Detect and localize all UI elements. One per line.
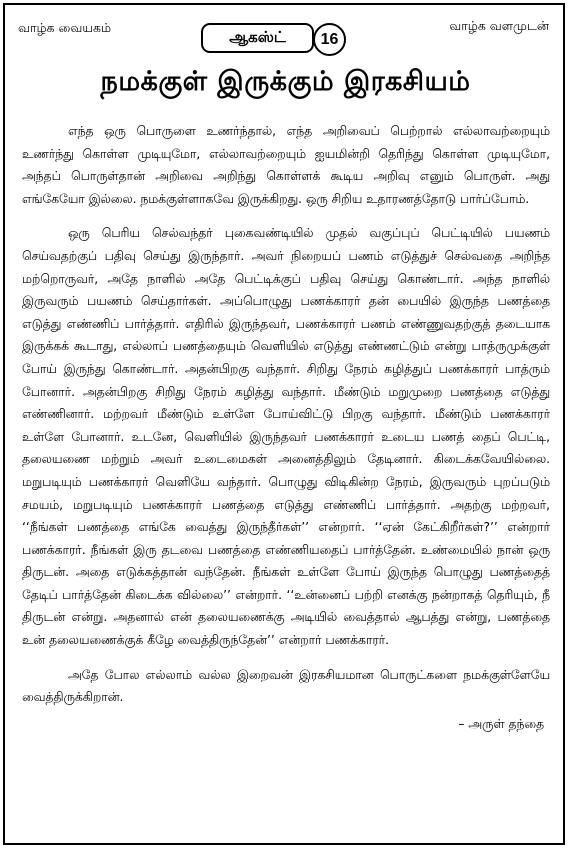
page-title: நமக்குள் இருக்கும் இரகசியம்	[100, 66, 471, 97]
month-label: ஆகஸ்ட்	[201, 23, 314, 53]
day-number: 16	[313, 23, 346, 56]
article-body	[22, 120, 550, 735]
paragraph-conclusion: அதே போல எல்லாம் வல்ல இறைவன் இரகசியமான பொருட்களை நமக்குள்ளேயே வைத்திருக்கிறான்.	[22, 667, 550, 705]
header-left-text: வாழ்க வையகம்	[18, 20, 112, 35]
paragraph-story: ஒரு பெரிய செல்வந்தர் புகைவண்டியில் முதல் வகுப்புப் பெட்டியில் பயணம் செய்வதற்குப் பதிவு செய்து இருந்தார். அவர் நிறையப் பணம் எடுத்துச் செல்வதை அறிந்த மற்றொருவர், அதே நாளில் அதே பெட்டிக்குப் பதிவு செய்து கொண்டார். அந்த நாளில் இருவரும் பயணம் செய்தார்கள். அப்பொழுது பணக்காரர் தன் பையில் இருந்த பணத்தை எடுத்து எண்ணிப் பார்த்தார். எதிரில் இருந்தவர், பணக்காரர் பணம் எண்ணுவதற்குத் தடையாக இருக்கக் கூடாது, எல்லாப் பணத்தையும் வெளியில் எடுத்து எண்ணட்டும் என்று பாத்ருமுக்குள் போய் இருந்து கொண்டார். அதன்பிறகு வந்தார். சிறிது நேரம் கழித்துப் பணக்காரர் பாத்ரும் போனார். அதன்பிறகு சிறிது நேரம் கழித்து வந்தார். மீண்டும் மறுமுறை பணத்தை எடுத்து எண்ணினார். மற்றவர் மீண்டும் உள்ளே போய்விட்டு பிறகு வந்தார். மீண்டும் பணக்காரர் உள்ளே போனார். உடனே, வெளியில் இருந்தவர் பணக்காரர் உடைய பணத் தைப் பெட்டி, தலையணை மற்றும் அவர் உடைமைகள் அனைத்திலும் தேடினார். கிடைக்கவேயில்லை. மறுபடியும் பணக்காரர் வெளியே வந்தார். பொழுது விடிகின்ற நேரம், இருவரும் புறப்படும் சமயம், மறுபடியும் பணக்காரர் பணத்தை எடுத்து எண்ணிப் பார்த்தார். அதற்கு மற்றவர், ‘‘நீங்கள் பணத்தை எங்கே வைத்து இருந்தீர்கள்’’ என்றார். ‘‘ஏன் கேட்கிறீர்கள்?’’ என்றார் பணக்காரர். நீங்கள் இரு தடவை பணத்தை எண்ணியதைப் பார்த்தேன். உண்மையில் நான் ஒரு திருடன். அதை எடுக்கத்தான் வந்தேன். நீங்கள் உள்ளே போய் இருந்த பொழுது பணத்தைத் தேடிப் பார்த்தேன் கிடைக்க வில்லை’’ என்றார். ‘‘உன்னைப் பற்றி எனக்கு நன்றாகத் தெரியும், நீ திருடன் என்று. அதனால் என் தலையணைக்கு அடியில் வைத்தால் ஆபத்து என்று, பணத்தை உன் தலையணைக்குக் கீழே வைத்திருந்தேன்’’ என்றார் பணக்காரர்.	[22, 226, 550, 648]
author-signature: – அருள் தந்தை	[458, 716, 544, 731]
paragraph-intro: எந்த ஒரு பொருளை உணர்ந்தால், எந்த அறிவைப் பெற்றால் எல்லாவற்றையும் உணர்ந்து கொள்ள முடியுமோ, எல்லாவற்றையும் ஐயமின்றி தெரிந்து கொள்ள முடியுமோ, அந்தப் பொருள்தான் அறிவை அறிந்து கொள்ளக் கூடிய அறிவு எனும் பொருள். அது எங்கேயோ இல்லை. நமக்குள்ளாகவே இருக்கிறது. ஒரு சிறிய உதாரணத்தோடு பார்ப்போம்.	[22, 124, 550, 206]
header-right-text: வாழ்க வளமுடன்	[449, 18, 549, 33]
